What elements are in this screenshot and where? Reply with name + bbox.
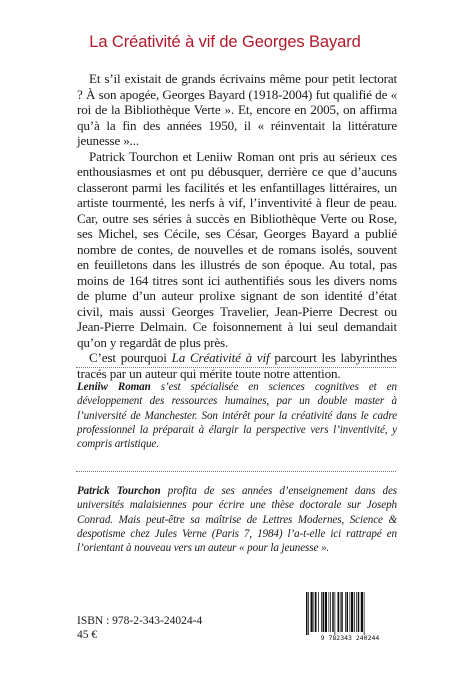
author-bio-leniiw-roman	[77, 380, 397, 451]
price: 45 €	[77, 629, 98, 641]
back-cover-summary	[77, 71, 397, 381]
author-bio-text: profita de ses années d’enseignement dans des universités malaisiennes pour écrire une thèse doctorale sur Joseph Conrad. Mais peut-être sa maîtrise de Lettres Modernes, Science & despotisme chez Jules Verne (Paris 7, 1984) l’a-t-elle ici rattrapé en l’orientant à nouveau vers un auteur « pour la jeunesse ».	[77, 485, 397, 555]
summary-paragraph-1: Et s’il existait de grands écrivains même pour petit lectorat ? À son apogée, Georges Bayard (1918-2004) fut qualifié de « roi de la Bibliothèque Verte ». Et, encore en 2005, on affirma qu’à la fin des années 1950, il « réinventait la littérature jeunesse »...	[77, 71, 397, 148]
book-title: La Créativité à vif de Georges Bayard	[89, 33, 361, 51]
author-name: Patrick Tourchon	[77, 485, 161, 497]
barcode-image	[300, 590, 400, 642]
author-name: Leniiw Roman	[77, 381, 151, 393]
isbn-number: ISBN : 978-2-343-24024-4	[77, 615, 203, 627]
divider-1	[76, 367, 396, 369]
summary-paragraph-3: C’est pourquoi La Créativité à vif parcourt les labyrinthes tracés par un auteur qui mérite toute notre attention.	[77, 350, 398, 381]
barcode-digits: 9 782343 240244	[320, 634, 380, 642]
divider-2	[76, 471, 396, 473]
summary-paragraph-2: Patrick Tourchon et Leniiw Roman ont pris au sérieux ces enthousiasmes et ont pu débusquer, derrière ce que d’aucuns classeront parmi les facilités et les enfantillages littéraires, un artiste tourmenté, les nerfs à vif, l’inventivité à fleur de peau. Car, outre ses séries à succès en Bibliothèque Verte ou Rose, ses Michel, ses Cécile, ses César, Georges Bayard a publié nombre de contes, de nouvelles et de romans isolés, souvent en feuilletons dans les illustrés de son époque. Au total, pas moins de 164 titres sont ici authentifiés sous les divers noms de plume d’un auteur prolixe signant de son identité d’état civil, mais aussi Georges Travelier, Jean-Pierre Decrest ou Jean-Pierre Delmain. Ce foisonnement à lui seul demandait qu’on y regardât de plus près.	[77, 148, 397, 350]
publication-info	[77, 614, 202, 642]
author-bio-text: s’est spécialisée en sciences cognitives et en développement des ressources humaines, par un double master à l’université de Manchester. Son intérêt pour la créativité dans le cadre professionnel la préparait à élargir la perspective vers l’inventivité, y compris artistique.	[77, 381, 397, 451]
book-title-inline: La Créativité à vif	[171, 350, 270, 365]
author-bio-patrick-tourchon	[77, 484, 397, 555]
